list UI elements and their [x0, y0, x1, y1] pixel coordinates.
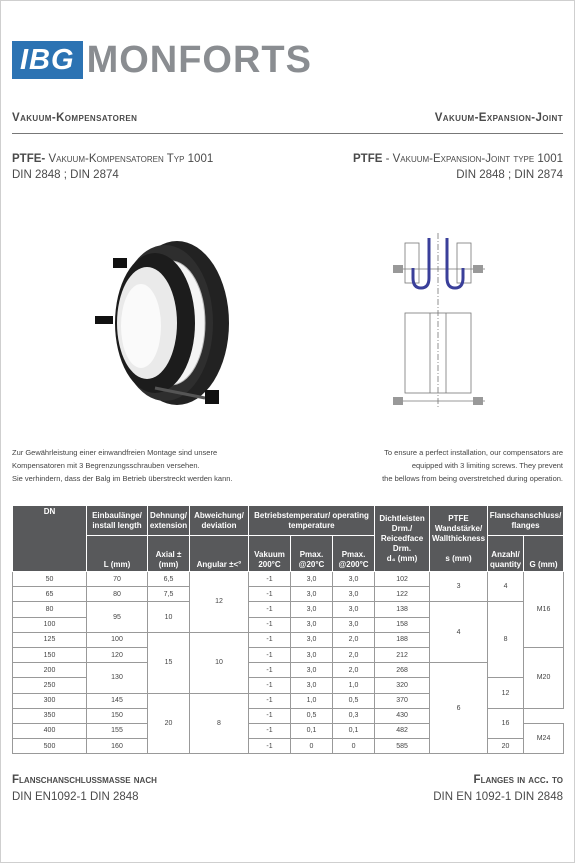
- cell-axial: 10: [148, 602, 190, 632]
- th-pmax20: Pmax. @20°C: [291, 536, 333, 572]
- cell-axial: 20: [148, 693, 190, 754]
- cell-d4: 188: [375, 632, 430, 647]
- th-sealface-unit: d₄ (mm): [386, 553, 418, 563]
- th-wall-label: PTFE Wandstärke/ Wallthickness: [432, 513, 486, 543]
- cell-pmax200: 3,0: [333, 617, 375, 632]
- cell-wall: 3: [430, 572, 488, 602]
- cell-dn: 500: [13, 739, 87, 754]
- th-length: Einbaulänge/ install length: [87, 506, 148, 536]
- cell-pmax200: 0,1: [333, 723, 375, 738]
- cell-g: M20: [524, 647, 564, 708]
- th-pmax200: Pmax. @200°C: [333, 536, 375, 572]
- cell-pmax20: 0,5: [291, 708, 333, 723]
- cell-length: 95: [87, 602, 148, 632]
- cell-vacuum: -1: [249, 739, 291, 754]
- cell-pmax20: 3,0: [291, 587, 333, 602]
- note-de-line: Sie verhindern, dass der Balg im Betrieb überstreckt werden kann.: [12, 474, 233, 483]
- note-en-line: the bellows from being overstretched during operation.: [382, 474, 563, 483]
- cell-pmax200: 3,0: [333, 587, 375, 602]
- th-vacuum: Vakuum 200°C: [249, 536, 291, 572]
- cell-d4: 482: [375, 723, 430, 738]
- cell-pmax20: 3,0: [291, 663, 333, 678]
- cell-quantity: 20: [488, 739, 524, 754]
- cell-wall: 6: [430, 663, 488, 754]
- cell-length: 130: [87, 663, 148, 693]
- cell-pmax200: 0: [333, 739, 375, 754]
- cell-d4: 268: [375, 663, 430, 678]
- cell-pmax200: 2,0: [333, 647, 375, 662]
- subtitle-en-prefix: PTFE: [353, 153, 383, 165]
- note-de-line: Kompensatoren mit 3 Begrenzungsschrauben versehen.: [12, 461, 200, 470]
- cell-pmax20: 3,0: [291, 678, 333, 693]
- table-row: [13, 663, 564, 678]
- cell-dn: 50: [13, 572, 87, 587]
- cell-dn: 200: [13, 663, 87, 678]
- mounting-note-de: [12, 446, 233, 485]
- cell-quantity: 8: [488, 602, 524, 678]
- cell-pmax20: 0: [291, 739, 333, 754]
- footer-de-title: Flanschanschlussmaße nach: [12, 774, 157, 786]
- subtitle-de-title: Vakuum-Kompensatoren Typ 1001: [48, 153, 214, 165]
- cell-length: 100: [87, 632, 148, 647]
- cell-angular: 8: [190, 693, 249, 754]
- subtitle-en-norm: DIN 2848 ; DIN 2874: [456, 169, 563, 181]
- cell-angular: 12: [190, 572, 249, 633]
- note-de-line: Zur Gewährleistung einer einwandfreien Montage sind unsere: [12, 448, 218, 457]
- cell-pmax20: 1,0: [291, 693, 333, 708]
- footer-en-title: Flanges in acc. to: [473, 774, 563, 786]
- cell-g: M16: [524, 572, 564, 648]
- cell-g: M24: [524, 723, 564, 753]
- subtitle-de: [12, 151, 213, 183]
- cell-dn: 250: [13, 678, 87, 693]
- cell-vacuum: -1: [249, 572, 291, 587]
- heading-en: Vakuum-Expansion-Joint: [434, 112, 563, 124]
- cell-vacuum: -1: [249, 723, 291, 738]
- cell-pmax20: 3,0: [291, 647, 333, 662]
- note-en-line: equipped with 3 limiting screws. They prevent: [411, 461, 563, 470]
- cell-pmax200: 0,5: [333, 693, 375, 708]
- cell-axial: 6,5: [148, 572, 190, 587]
- cell-pmax200: 3,0: [333, 602, 375, 617]
- cell-d4: 158: [375, 617, 430, 632]
- product-photo: [95, 228, 235, 413]
- subtitle-de-prefix: PTFE-: [12, 153, 46, 165]
- cell-vacuum: -1: [249, 617, 291, 632]
- th-dn: DN: [13, 506, 87, 572]
- th-flanges: Flanschanschluss/ flanges: [488, 506, 564, 536]
- footer-en-norm: DIN EN 1092-1 DIN 2848: [433, 791, 563, 803]
- cell-dn: 150: [13, 647, 87, 662]
- logo-ibg: IBG: [12, 41, 83, 79]
- cell-length: 120: [87, 647, 148, 662]
- cell-vacuum: -1: [249, 663, 291, 678]
- cell-dn: 300: [13, 693, 87, 708]
- cell-pmax20: 3,0: [291, 632, 333, 647]
- technical-drawing: [385, 233, 495, 413]
- cell-pmax200: 3,0: [333, 572, 375, 587]
- th-extension: Dehnung/ extension: [148, 506, 190, 536]
- cell-pmax20: 3,0: [291, 572, 333, 587]
- cell-length: 145: [87, 693, 148, 708]
- cell-wall: 4: [430, 602, 488, 663]
- th-angular: Angular ±<°: [190, 536, 249, 572]
- cell-d4: 430: [375, 708, 430, 723]
- cell-length: 150: [87, 708, 148, 723]
- th-sealface-label: Dichtleisten Drm./ Reicedface Drm.: [379, 513, 425, 553]
- table-row: [13, 572, 564, 587]
- th-wall-unit: s (mm): [445, 553, 472, 563]
- th-g: G (mm): [524, 536, 564, 572]
- th-wall: [430, 506, 488, 572]
- logo-monforts: MONFORTS: [86, 38, 312, 81]
- heading-divider: [12, 133, 563, 134]
- cell-d4: 122: [375, 587, 430, 602]
- footer-de-norm: DIN EN1092-1 DIN 2848: [12, 791, 139, 803]
- cell-d4: 320: [375, 678, 430, 693]
- th-temperature: Betriebstemperatur/ operating temperature: [249, 506, 375, 536]
- cell-vacuum: -1: [249, 602, 291, 617]
- cell-vacuum: -1: [249, 708, 291, 723]
- cell-d4: 138: [375, 602, 430, 617]
- cell-pmax200: 1,0: [333, 678, 375, 693]
- note-en-line: To ensure a perfect installation, our compensators are: [384, 448, 563, 457]
- th-sealface: [375, 506, 430, 572]
- cell-pmax200: 2,0: [333, 663, 375, 678]
- cell-length: 160: [87, 739, 148, 754]
- table-row: [13, 602, 564, 617]
- cell-vacuum: -1: [249, 678, 291, 693]
- cell-dn: 80: [13, 602, 87, 617]
- cell-quantity: 4: [488, 572, 524, 602]
- th-length-unit: L (mm): [87, 536, 148, 572]
- subtitle-en-title: - Vakuum-Expansion-Joint type 1001: [385, 153, 563, 165]
- cell-d4: 370: [375, 693, 430, 708]
- cell-dn: 400: [13, 723, 87, 738]
- cell-dn: 100: [13, 617, 87, 632]
- heading-de: Vakuum-Kompensatoren: [12, 112, 138, 124]
- subtitle-en: [353, 151, 563, 183]
- cell-vacuum: -1: [249, 632, 291, 647]
- cell-pmax200: 0,3: [333, 708, 375, 723]
- cell-dn: 125: [13, 632, 87, 647]
- cell-vacuum: -1: [249, 587, 291, 602]
- cell-length: 155: [87, 723, 148, 738]
- cell-vacuum: -1: [249, 693, 291, 708]
- cell-d4: 585: [375, 739, 430, 754]
- cell-angular: 10: [190, 632, 249, 693]
- cell-dn: 65: [13, 587, 87, 602]
- company-logo: [12, 38, 312, 82]
- th-quantity: Anzahl/ quantity: [488, 536, 524, 572]
- cell-length: 70: [87, 572, 148, 587]
- cell-axial: 15: [148, 632, 190, 693]
- cell-pmax20: 0,1: [291, 723, 333, 738]
- cell-axial: 7,5: [148, 587, 190, 602]
- cell-pmax20: 3,0: [291, 617, 333, 632]
- cell-pmax200: 2,0: [333, 632, 375, 647]
- cell-length: 80: [87, 587, 148, 602]
- cell-quantity: 16: [488, 708, 524, 738]
- cell-pmax20: 3,0: [291, 602, 333, 617]
- cell-quantity: 12: [488, 678, 524, 708]
- cell-d4: 212: [375, 647, 430, 662]
- th-deviation: Abweichung/ deviation: [190, 506, 249, 536]
- spec-table: [12, 505, 564, 754]
- subtitle-de-norm: DIN 2848 ; DIN 2874: [12, 169, 119, 181]
- cell-dn: 350: [13, 708, 87, 723]
- th-axial: Axial ±(mm): [148, 536, 190, 572]
- footer-de: [12, 772, 157, 806]
- cell-vacuum: -1: [249, 647, 291, 662]
- cell-d4: 102: [375, 572, 430, 587]
- mounting-note-en: [382, 446, 563, 485]
- footer-en: [433, 772, 563, 806]
